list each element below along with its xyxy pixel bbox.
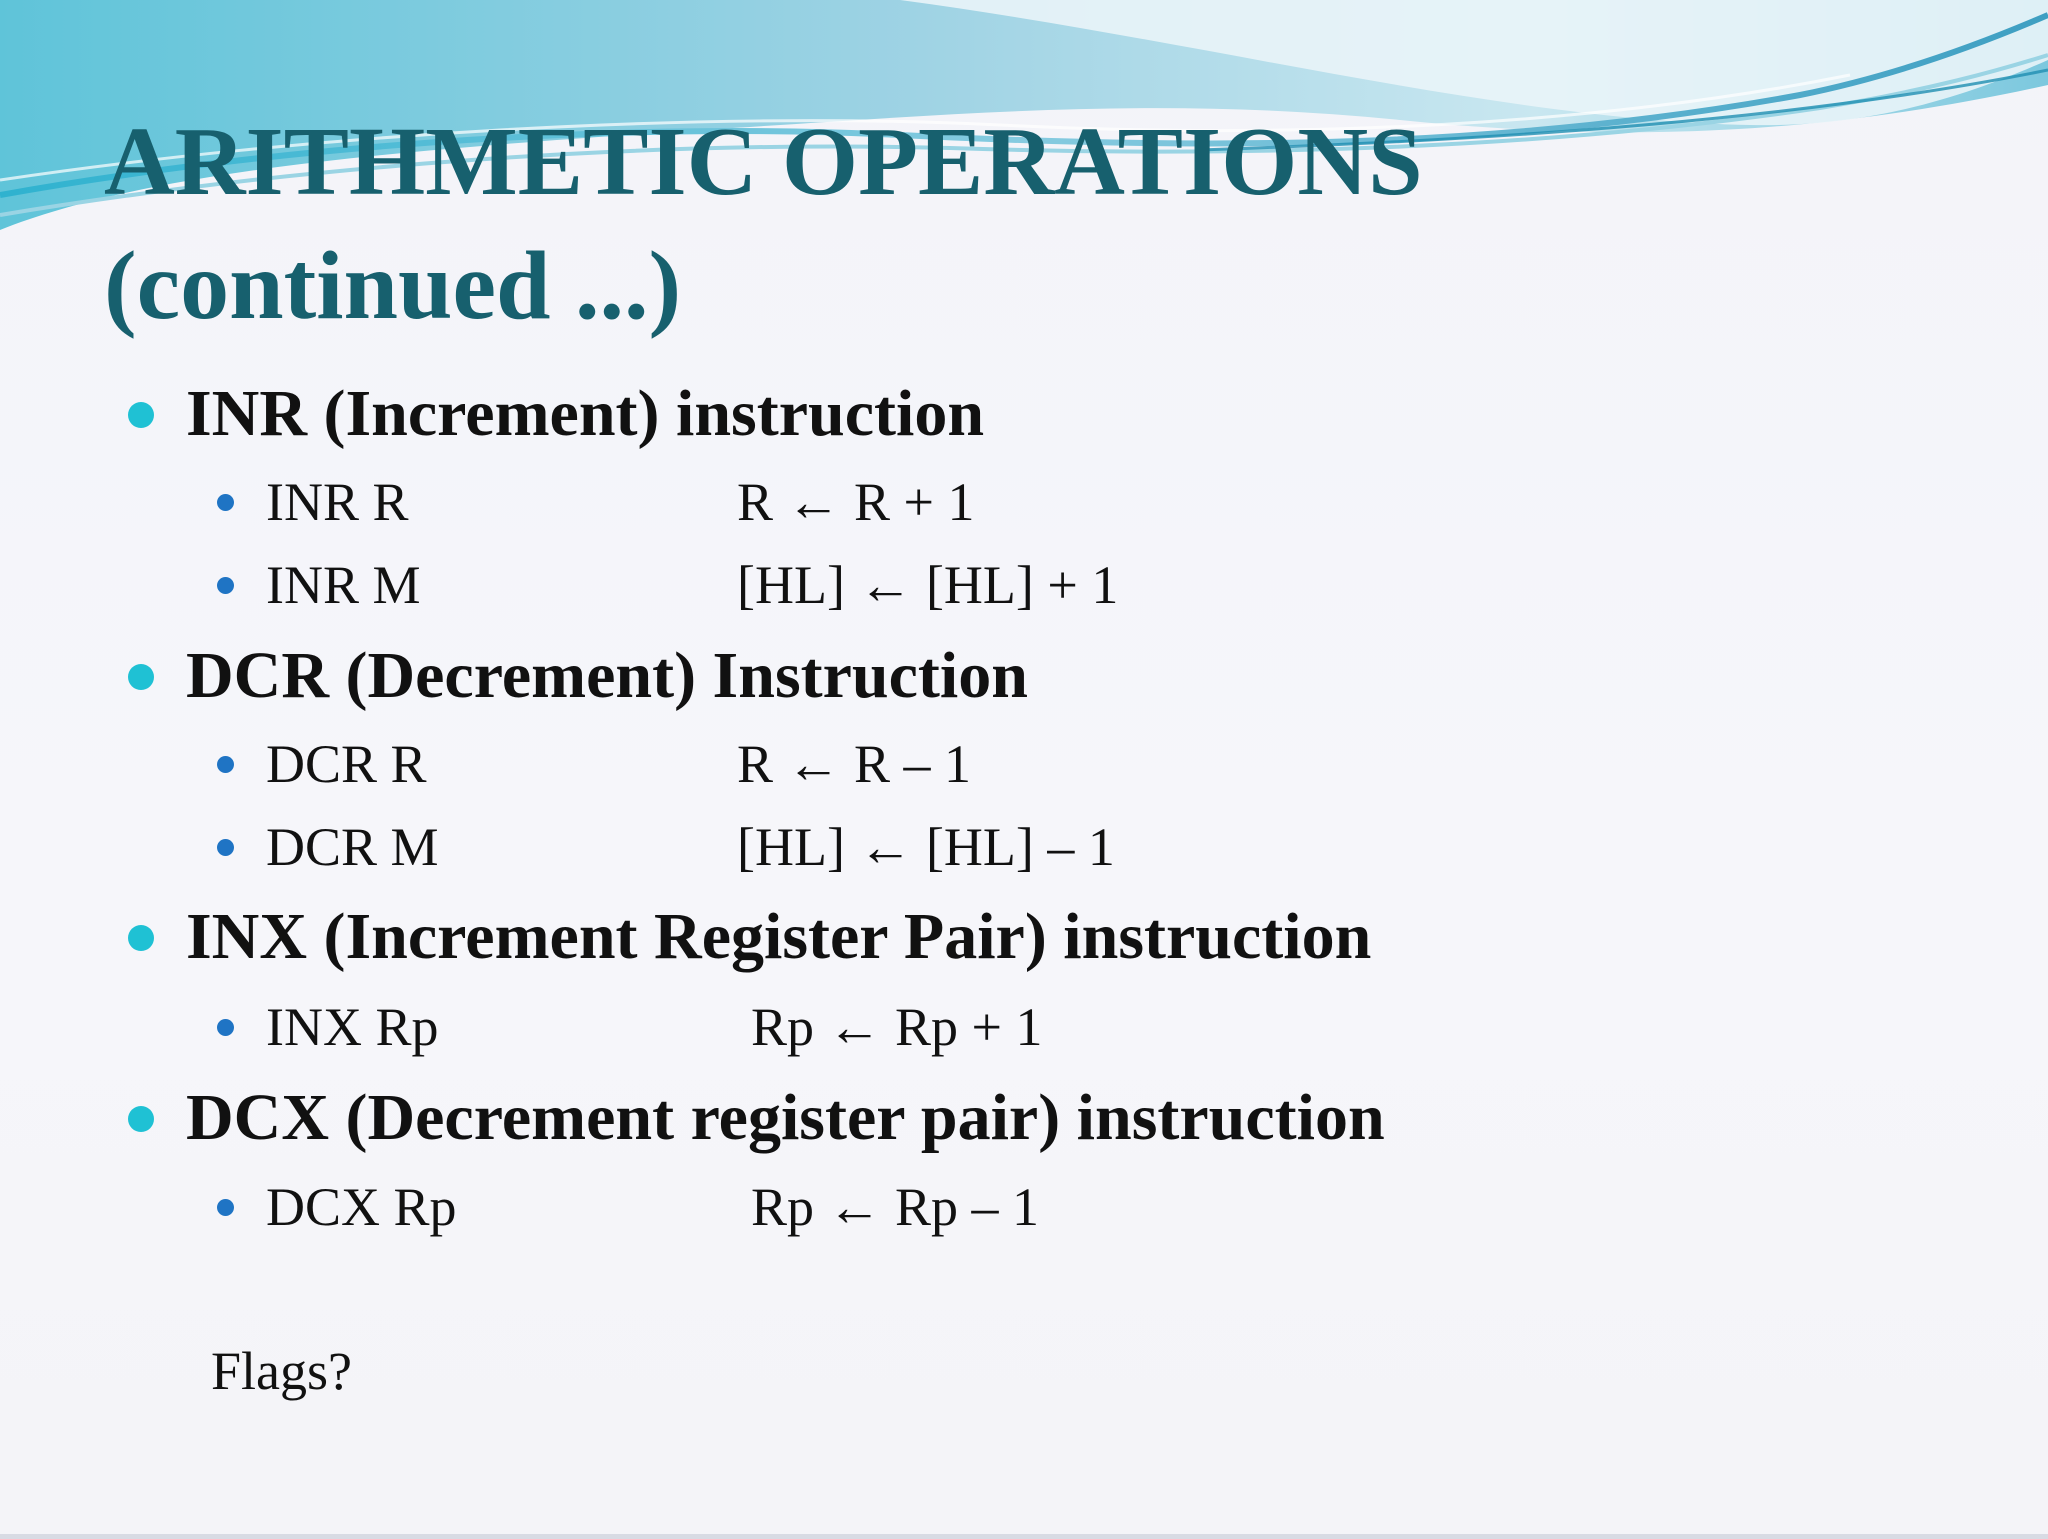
bullet-icon [128, 925, 154, 951]
instruction-dcr-m: DCR M [266, 817, 439, 877]
sub-bullet-icon [217, 1019, 234, 1036]
instruction-dcx-rp: DCX Rp [266, 1177, 457, 1237]
effect-dcr-m: [HL] ← [HL] – 1 [737, 817, 1115, 877]
section-heading-inx: INX (Increment Register Pair) instruction [186, 900, 1372, 973]
section-heading-inr: INR (Increment) instruction [186, 377, 985, 450]
bullet-icon [128, 1106, 154, 1132]
effect-dcx-rp: Rp ← Rp – 1 [751, 1177, 1040, 1237]
bullet-icon [128, 402, 154, 428]
title-line-1: ARITHMETIC OPERATIONS [104, 108, 1423, 216]
sub-bullet-icon [217, 577, 234, 594]
title-line-2: (continued ...) [104, 232, 682, 340]
effect-inr-r: R ← R + 1 [737, 472, 975, 532]
effect-inx-rp: Rp ← Rp + 1 [751, 997, 1043, 1057]
instruction-inx-rp: INX Rp [266, 997, 439, 1057]
instruction-dcr-r: DCR R [266, 734, 427, 794]
bullet-icon [128, 664, 154, 690]
effect-dcr-r: R ← R – 1 [737, 734, 972, 794]
flags-note: Flags? [211, 1341, 352, 1401]
effect-inr-m: [HL] ← [HL] + 1 [737, 555, 1119, 615]
sub-bullet-icon [217, 494, 234, 511]
instruction-inr-m: INR M [266, 555, 421, 615]
section-heading-dcr: DCR (Decrement) Instruction [186, 639, 1028, 712]
sub-bullet-icon [217, 756, 234, 773]
section-heading-dcx: DCX (Decrement register pair) instruction [186, 1081, 1385, 1154]
sub-bullet-icon [217, 839, 234, 856]
bottom-border [0, 1534, 2048, 1539]
sub-bullet-icon [217, 1199, 234, 1216]
instruction-inr-r: INR R [266, 472, 409, 532]
